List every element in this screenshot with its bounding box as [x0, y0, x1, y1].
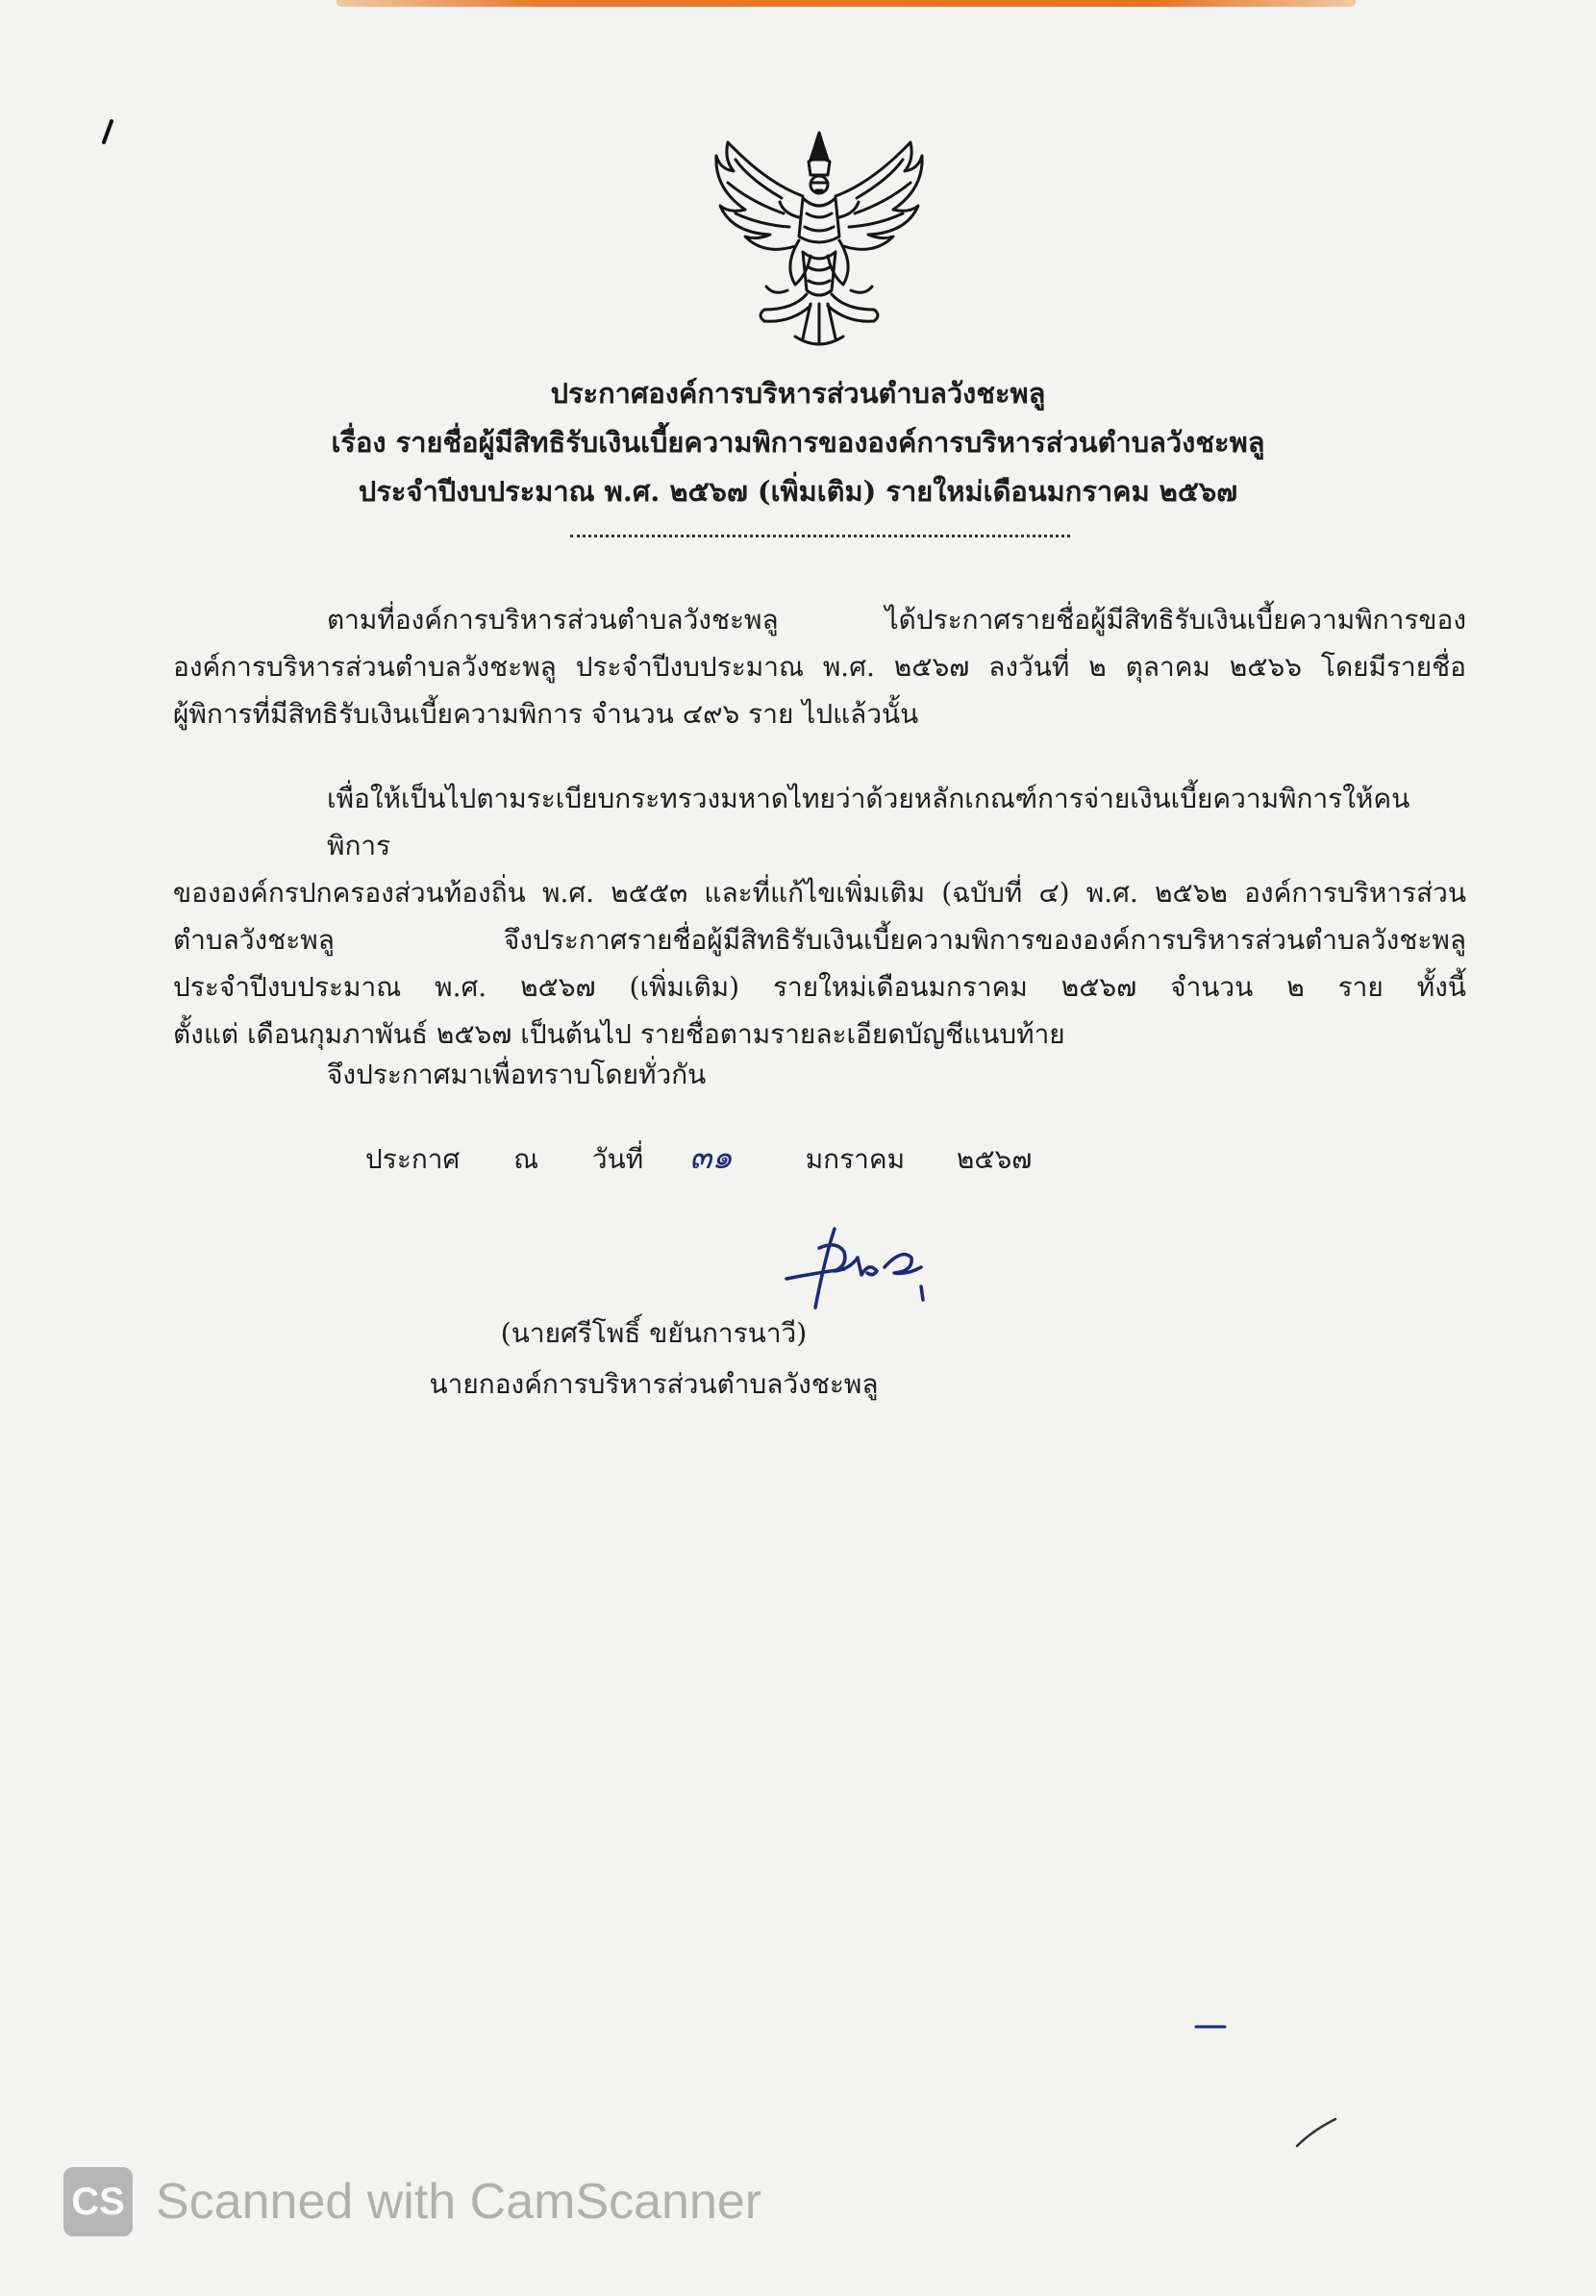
ink-speck — [1192, 2021, 1231, 2033]
ink-speck — [1293, 2113, 1341, 2152]
paragraph-background — [173, 596, 1466, 737]
paragraph-line: ตามที่องค์การบริหารส่วนตำบลวังชะพลู ได้ประกาศรายชื่อผู้มีสิทธิรับเงินเบี้ยความพิการของ — [327, 604, 1466, 636]
handwritten-signature — [777, 1219, 940, 1315]
ink-speck — [98, 117, 117, 146]
camscanner-watermark: Scanned with CamScanner — [156, 2174, 762, 2230]
announcement-title: ประกาศองค์การบริหารส่วนตำบลวังชะพลู — [550, 377, 1046, 410]
date-day-label: วันที่ — [591, 1143, 644, 1175]
announcement-subject: เรื่อง รายชื่อผู้มีสิทธิรับเงินเบี้ยความพิการขององค์การบริหารส่วนตำบลวังชะพลู — [331, 426, 1265, 459]
paragraph-line: ตั้งแต่ เดือนกุมภาพันธ์ ๒๕๖๗ เป็นต้นไป รายชื่อตามรายละเอียดบัญชีแนบท้าย — [173, 1018, 1065, 1050]
paragraph-announcement — [173, 775, 1466, 1058]
paragraph-line: องค์การบริหารส่วนตำบลวังชะพลู ประจำปีงบประมาณ พ.ศ. ๒๕๖๗ ลงวันที่ ๒ ตุลาคม ๒๕๖๖ โดยมีรายชื่อ — [173, 651, 1466, 683]
paragraph-line: ตำบลวังชะพลู จึงประกาศรายชื่อผู้มีสิทธิรับเงินเบี้ยความพิการขององค์การบริหารส่วนตำบลวังชะพลู — [173, 924, 1466, 956]
top-orange-band — [337, 0, 1356, 7]
announcement-date — [365, 1131, 1032, 1183]
closing-statement: จึงประกาศมาเพื่อทราบโดยทั่วกัน — [327, 1059, 707, 1090]
date-month: มกราคม — [805, 1143, 906, 1175]
date-at: ณ — [513, 1143, 539, 1175]
signer-title: นายกองค์การบริหารส่วนตำบลวังชะพลู — [429, 1368, 879, 1400]
paragraph-line: ขององค์กรปกครองส่วนท้องถิ่น พ.ศ. ๒๕๕๓ และที่แก้ไขเพิ่มเติม (ฉบับที่ ๔) พ.ศ. ๒๕๖๒ องค์การบริหารส่วน — [173, 877, 1466, 909]
camscanner-logo-icon: CS — [63, 2167, 133, 2236]
date-day-handwritten: ๓๑ — [689, 1138, 733, 1177]
date-prefix: ประกาศ — [365, 1143, 461, 1175]
date-year: ๒๕๖๗ — [956, 1143, 1033, 1175]
announcement-fiscal-year: ประจำปีงบประมาณ พ.ศ. ๒๕๖๗ (เพิ่มเติม) รายใหม่เดือนมกราคม ๒๕๖๗ — [358, 475, 1238, 508]
paragraph-line: ประจำปีงบประมาณ พ.ศ. ๒๕๖๗ (เพิ่มเติม) รายใหม่เดือนมกราคม ๒๕๖๗ จำนวน ๒ ราย ทั้งนี้ — [173, 971, 1466, 1003]
garuda-emblem-icon — [707, 121, 933, 357]
paragraph-line: เพื่อให้เป็นไปตามระเบียบกระทรวงมหาดไทยว่าด้วยหลักเกณฑ์การจ่ายเงินเบี้ยความพิการให้คนพิการ — [327, 783, 1410, 861]
signer-name: (นายศรีโพธิ์ ขยันการนาวี) — [500, 1317, 808, 1349]
dotted-separator — [570, 535, 1070, 537]
paragraph-line: ผู้พิการที่มีสิทธิรับเงินเบี้ยความพิการ จำนวน ๔๙๖ ราย ไปแล้วนั้น — [173, 698, 919, 730]
